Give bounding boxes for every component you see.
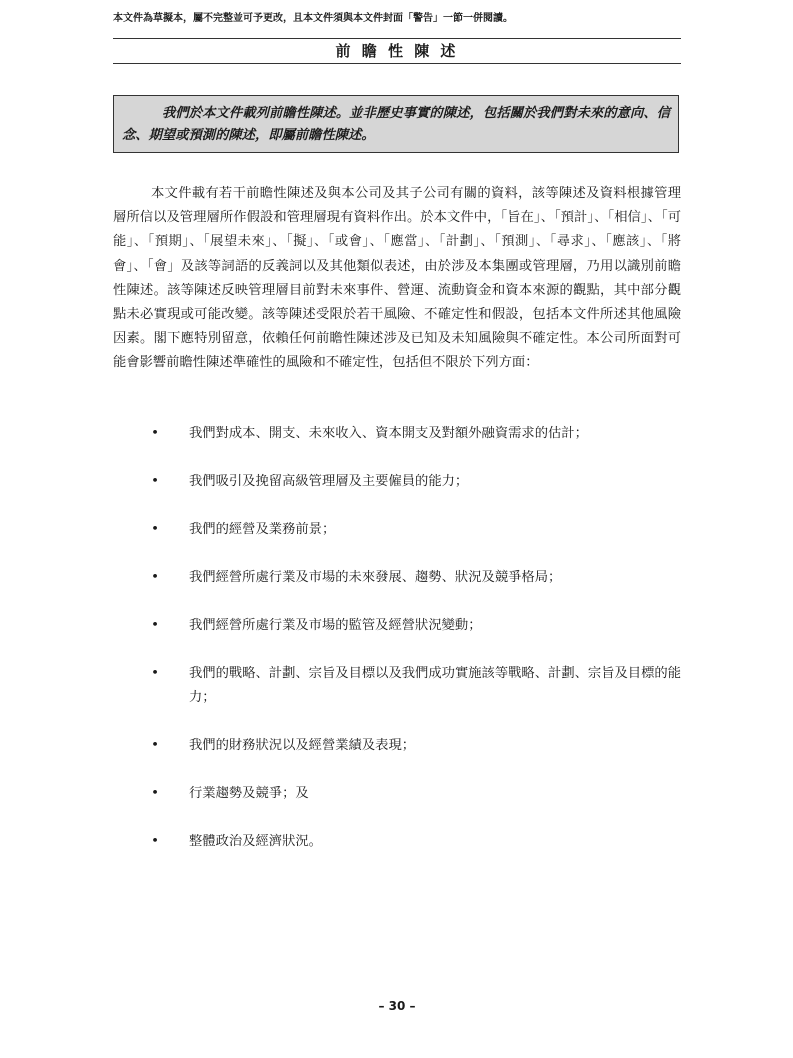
forward-looking-notice-box: 我們於本文件載列前瞻性陳述。並非歷史事實的陳述，包括關於我們對未來的意向、信念、期望或預測的陳述，即屬前瞻性陳述。 [113,95,679,153]
header-rule-bottom [113,63,681,64]
list-item [113,734,681,758]
draft-notice: 本文件為草擬本，屬不完整並可予更改，且本文件須與本文件封面「警告」一節一併閱讀。 [113,13,513,24]
intro-paragraph: 本文件載有若干前瞻性陳述及與本公司及其子公司有關的資料，該等陳述及資料根據管理層所信以及管理層所作假設和管理層現有資料作出。於本文件中，「旨在」、「預計」、「相信」、「可能」、「預期」、「展望未來」、「擬」、「或會」、「應當」、「計劃」、「預測」、「尋求」、「應該」、「將會」、「會」及該等詞語的反義詞以及其他類似表述，由於涉及本集團或管理層，乃用以識別前瞻性陳述。該等陳述反映管理層目前對未來事件、營運、流動資金和資本來源的觀點，其中部分觀點未必實現或可能改變。該等陳述受限於若干風險、不確定性和假設，包括本文件所述其他風險因素。閣下應特別留意，依賴任何前瞻性陳述涉及已知及未知風險與不確定性。本公司所面對可能會影響前瞻性陳述準確性的風險和不確定性，包括但不限於下列方面： [113,186,681,371]
list-item-text: 行業趨勢及競爭；及 [189,786,309,801]
list-item-text: 我們經營所處行業及市場的未來發展、趨勢、狀況及競爭格局； [189,570,562,585]
header-rule-top [113,38,681,39]
list-item-text: 我們的財務狀況以及經營業績及表現； [189,738,416,753]
bullet-icon: • [151,666,159,681]
list-item-text: 我們經營所處行業及市場的監管及經營狀況變動； [189,618,482,633]
section-title: 前 瞻 性 陳 述 [335,42,459,60]
list-item [113,422,681,446]
list-item-text: 我們的經營及業務前景； [189,522,336,537]
list-item [113,614,681,638]
page-number: – 30 – [378,999,416,1013]
bullet-icon: • [151,834,159,849]
bullet-icon: • [151,474,159,489]
bullet-icon: • [151,570,159,585]
bullet-icon: • [151,618,159,633]
list-item [113,662,681,710]
list-item [113,518,681,542]
list-item-text: 我們對成本、開支、未來收入、資本開支及對額外融資需求的估計； [189,426,588,441]
bullet-icon: • [151,738,159,753]
list-item [113,470,681,494]
list-item-text: 我們吸引及挽留高級管理層及主要僱員的能力； [189,474,469,489]
list-item [113,782,681,806]
bullet-icon: • [151,426,159,441]
risk-factor-list [113,422,681,878]
bullet-icon: • [151,522,159,537]
bullet-icon: • [151,786,159,801]
list-item [113,830,681,854]
list-item-text: 我們的戰略、計劃、宗旨及目標以及我們成功實施該等戰略、計劃、宗旨及目標的能力； [189,666,681,705]
list-item [113,566,681,590]
list-item-text: 整體政治及經濟狀況。 [189,834,322,849]
